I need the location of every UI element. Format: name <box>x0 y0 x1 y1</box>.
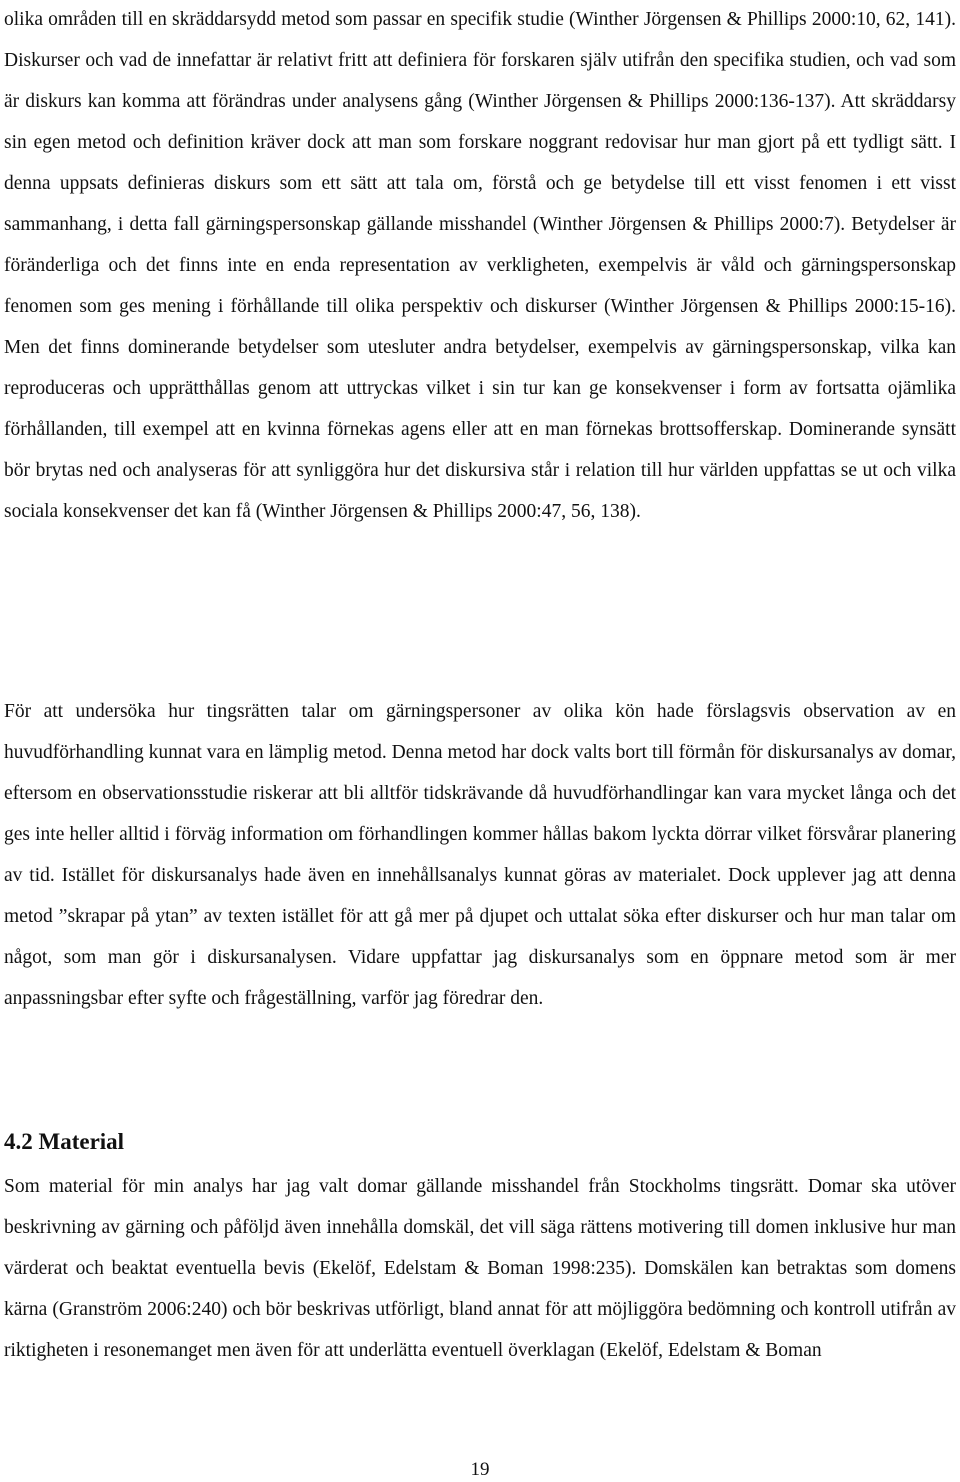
body-paragraph-discourse: olika områden till en skräddarsydd metod som passar en specifik studie (Winther Jörgensen & Phillips 2000:10, 62, 141). Diskurser och vad de innefattar är relativt fritt att definiera för forskaren själv utifrån den specifika studien, och vad som är diskurs kan komma att förändras under analysens gång (Winther Jörgensen & Phillips 2000:136-137). Att skräddarsy sin egen metod och definition kräver dock att man som forskare noggrant redovisar hur man gjort på ett tydligt sätt. I denna uppsats definieras diskurs som ett sätt att tala om, förstå och ge betydelse till ett visst fenomen i ett visst sammanhang, i detta fall gärningspersonskap gällande misshandel (Winther Jörgensen & Phillips 2000:7). Betydelser är föränderliga och det finns inte en enda representation av verkligheten, exempelvis är våld och gärningspersonskap fenomen som ges mening i förhållande till olika perspektiv och diskurser (Winther Jörgensen & Phillips 2000:15-16). Men det finns dominerande betydelser som utesluter andra betydelser, exempelvis av gärningspersonskap, vilka kan reproduceras och upprätthållas genom att uttryckas vilket i sin tur kan ge konsekvenser i form av fortsatta ojämlika förhållanden, till exempel att en kvinna förnekas agens eller att en man förnekas brottsofferskap. Dominerande synsätt bör brytas ned och analyseras för att synliggöra hur det diskursiva står i relation till hur världen uppfattas se ut och vilka sociala konsekvenser det kan få (Winther Jörgensen & Phillips 2000:47, 56, 138). <box>4 9 956 522</box>
page-number: 19 <box>470 1459 490 1480</box>
body-paragraph-material: Som material för min analys har jag valt domar gällande misshandel från Stockholms tingsrätt. Domar ska utöver beskrivning av gärning och påföljd även innehålla domskäl, det vill säga rättens motivering till domen inklusive hur man värderat och beaktat eventuella bevis (Ekelöf, Edelstam & Boman 1998:235). Domskälen kan betraktas som domens kärna (Granström 2006:240) och bör beskrivas utförligt, bland annat för att möjliggöra bedömning och kontroll utifrån av riktigheten i resonemanget men även för att underlätta eventuell överklagan (Ekelöf, Edelstam & Boman <box>4 1176 956 1361</box>
body-paragraph-method: För att undersöka hur tingsrätten talar om gärningspersoner av olika kön hade förslagsvis observation av en huvudförhandling kunnat vara en lämplig metod. Denna metod har dock valts bort till förmån för diskursanalys av domar, eftersom en observationsstudie riskerar att bli alltför tidskrävande då huvudförhandlingar kan vara mycket långa och det ges inte heller alltid i förväg information om förhandlingen kommer hållas bakom lyckta dörrar vilket försvårar planering av tid. Istället för diskursanalys hade även en innehållsanalys kunnat göras av materialet. Dock upplever jag att denna metod ”skrapar på ytan” av texten istället för att gå mer på djupet och uttalat söka efter diskurser och hur man talar om något, som man gör i diskursanalysen. Vidare uppfattar jag diskursanalys som en öppnare metod som är mer anpassningsbar efter syfte och frågeställning, varför jag föredrar den. <box>4 701 956 1009</box>
section-heading: 4.2 Material <box>4 1129 125 1154</box>
